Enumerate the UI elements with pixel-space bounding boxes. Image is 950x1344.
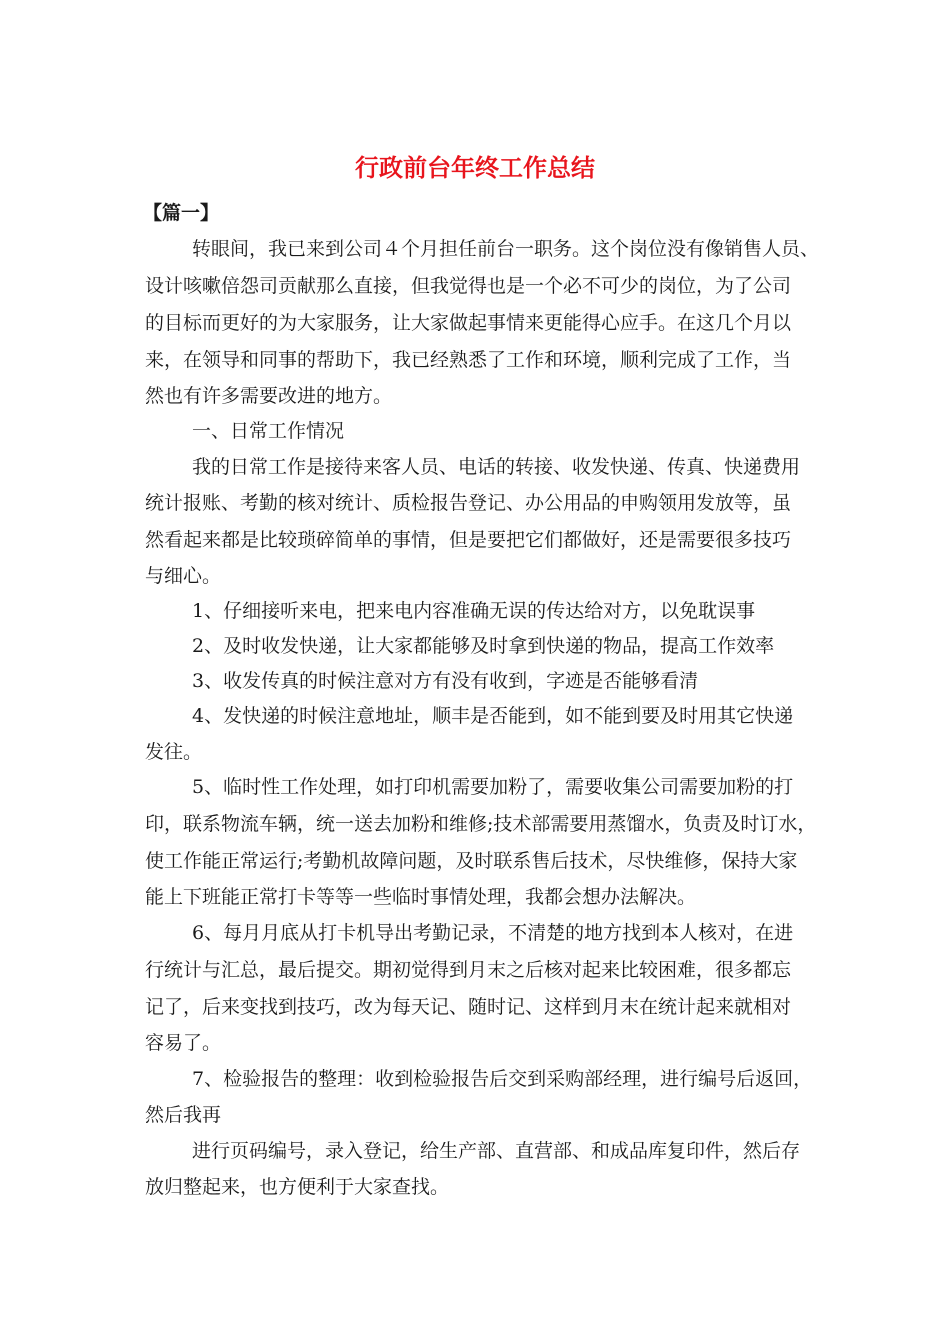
paragraph-line: 设计咳嗽倍怨司贡献那么直接，但我觉得也是一个必不可少的岗位，为了公司: [145, 275, 792, 297]
list-item: 能上下班能正常打卡等等一些临时事情处理，我都会想办法解决。: [145, 886, 697, 908]
paragraph-line: 转眼间，我已来到公司４个月担任前台一职务。这个岗位没有像销售人员、: [192, 238, 820, 260]
list-item: 2、及时收发快递，让大家都能够及时拿到快递的物品，提高工作效率: [192, 635, 775, 657]
paragraph-line: 进行页码编号，录入登记，给生产部、直营部、和成品库复印件，然后存: [192, 1140, 801, 1162]
paragraph-line: 的目标而更好的为大家服务，让大家做起事情来更能得心应手。在这几个月以: [145, 312, 792, 334]
list-item: 7、检验报告的整理：收到检验报告后交到采购部经理，进行编号后返回，: [192, 1068, 813, 1090]
list-item: 容易了。: [145, 1032, 222, 1054]
paragraph-line: 我的日常工作是接待来客人员、电话的转接、收发快递、传真、快递费用: [192, 456, 801, 478]
document-title: 行政前台年终工作总结: [355, 153, 595, 182]
list-item: 3、收发传真的时候注意对方有没有收到，字迹是否能够看清: [192, 670, 699, 692]
list-item: 1、仔细接听来电，把来电内容准确无误的传达给对方，以免耽误事: [192, 600, 756, 622]
paragraph-line: 然也有许多需要改进的地方。: [145, 385, 393, 407]
paragraph-line: 放归整起来，也方便利于大家查找。: [145, 1176, 450, 1198]
paragraph-line: 与细心。: [145, 565, 222, 587]
paragraph-line: 统计报账、考勤的核对统计、质检报告登记、办公用品的申购领用发放等，虽: [145, 492, 792, 514]
section-heading: 一、日常工作情况: [192, 420, 345, 442]
list-item: 5、临时性工作处理，如打印机需要加粉了，需要收集公司需要加粉的打: [192, 776, 794, 798]
list-item: 然后我再: [145, 1104, 222, 1126]
list-item: 发往。: [145, 741, 203, 763]
list-item: 记了，后来变找到技巧，改为每天记、随时记、这样到月末在统计起来就相对: [145, 996, 792, 1018]
list-item: 4、发快递的时候注意地址，顺丰是否能到，如不能到要及时用其它快递: [192, 705, 794, 727]
section-tag: 【篇一】: [143, 202, 220, 224]
paragraph-line: 然看起来都是比较琐碎简单的事情，但是要把它们都做好，还是需要很多技巧: [145, 529, 792, 551]
paragraph-line: 来，在领导和同事的帮助下，我已经熟悉了工作和环境，顺利完成了工作，当: [145, 349, 792, 371]
list-item: 6、每月月底从打卡机导出考勤记录，不清楚的地方找到本人核对，在进: [192, 922, 794, 944]
list-item: 使工作能正常运行;考勤机故障问题，及时联系售后技术，尽快维修，保持大家: [145, 850, 798, 872]
list-item: 印，联系物流车辆，统一送去加粉和维修;技术部需要用蒸馏水，负责及时订水，: [145, 813, 817, 835]
list-item: 行统计与汇总，最后提交。期初觉得到月末之后核对起来比较困难，很多都忘: [145, 959, 792, 981]
